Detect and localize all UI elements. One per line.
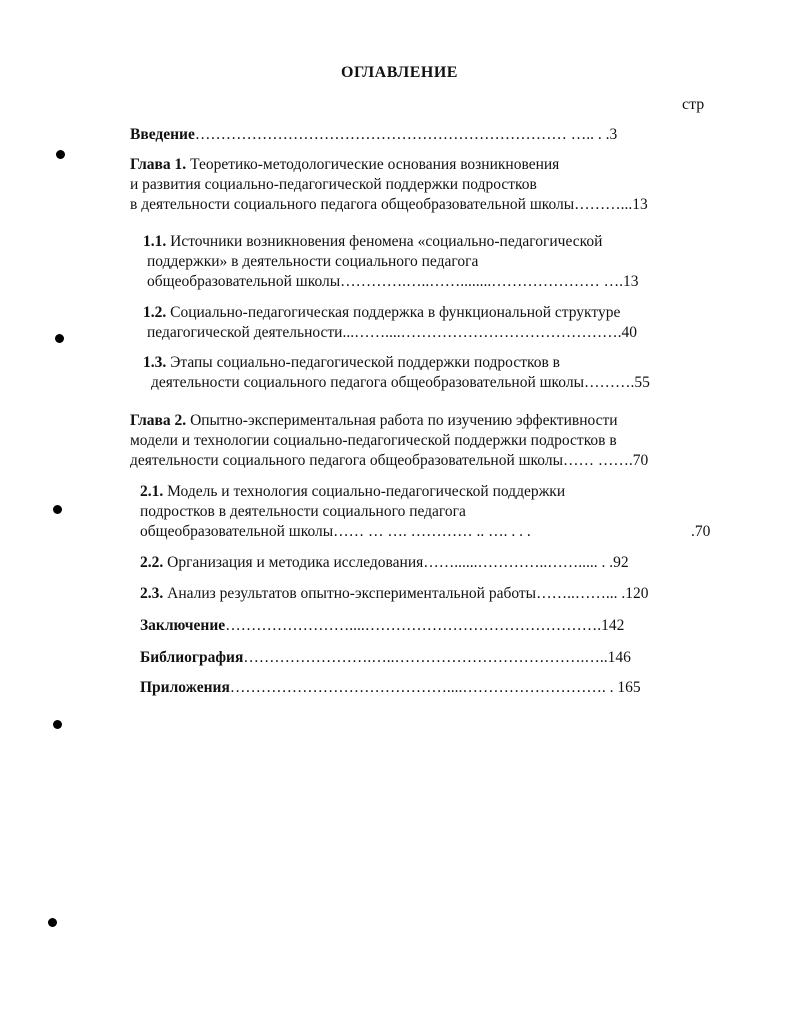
toc-entry-text: Анализ результатов опытно-экспериментальной работы……..……... .120 — [163, 585, 649, 602]
toc-entry-label: 1.1. — [143, 233, 167, 250]
page-title: ОГЛАВЛЕНИЕ — [341, 64, 458, 81]
toc-entry-text: общеобразовательной школы…… … …. ………… .. …. . . . — [140, 523, 531, 540]
page-column-label: стр — [682, 96, 705, 113]
toc-entry-label: Библиография — [140, 649, 244, 666]
toc-entry-text: Источники возникновения феномена «социально-педагогической — [166, 233, 603, 250]
toc-entry-label: 2.2. — [140, 554, 164, 571]
toc-entry-text: …………………….…..……………………………….…..146 — [243, 649, 631, 666]
toc-entry-appendices — [140, 678, 641, 698]
toc-entry-text: модели и технологии социально-педагогической поддержки подростков в — [130, 432, 617, 449]
toc-entry-label: 2.3. — [140, 585, 164, 602]
toc-entry-section-1-3 — [143, 353, 650, 393]
toc-entry-text: подростков в деятельности социального педагога — [140, 503, 466, 520]
toc-entry-text: Социально-педагогическая поддержка в функциональной структуре — [166, 304, 621, 321]
toc-entry-conclusion — [140, 616, 624, 636]
toc-entry-text: деятельности социального педагога общеобразовательной школы……….55 — [151, 374, 650, 391]
toc-entry-chapter-2 — [130, 411, 648, 471]
toc-entry-section-1-1 — [143, 232, 639, 292]
toc-entry-text: ……………………………………....………………………. . 165 — [229, 679, 641, 696]
toc-entry-text: общеобразовательной школы………….…..……........………………… ….13 — [147, 273, 639, 290]
toc-entry-text: Опытно-экспериментальная работа по изучению эффективности — [186, 412, 618, 429]
toc-entry-label: Глава 2. — [130, 412, 187, 429]
toc-entry-text: ……………………………………………………………… ….. . .3 — [194, 126, 618, 143]
toc-entry-text: Теоретико-методологические основания возникновения — [186, 156, 560, 173]
toc-entry-text: в деятельности социального педагога общеобразовательной школы………...13 — [130, 196, 648, 213]
toc-entry-label: 2.1. — [140, 483, 164, 500]
toc-entry-label: Приложения — [140, 679, 230, 696]
hole-punch-mark — [53, 720, 62, 729]
hole-punch-mark — [48, 918, 57, 927]
toc-entry-text: Модель и технология социально-педагогической поддержки — [163, 483, 566, 500]
toc-entry-section-2-2 — [140, 553, 629, 573]
toc-entry-label: Глава 1. — [130, 156, 187, 173]
toc-entry-section-2-3 — [140, 584, 648, 604]
toc-entry-text: педагогической деятельности...……....…………………………………….40 — [147, 324, 637, 341]
toc-entry-text: ……………………....……………………………………….142 — [225, 617, 625, 634]
toc-entry-text: поддержки» в деятельности социального педагога — [147, 253, 479, 270]
hole-punch-mark — [53, 505, 62, 514]
toc-entry-text: и развития социально-педагогической поддержки подростков — [130, 176, 537, 193]
toc-entry-text: Этапы социально-педагогической поддержки подростков в — [166, 354, 560, 371]
hole-punch-mark — [55, 334, 64, 343]
toc-entry-bibliography — [140, 648, 631, 668]
toc-entry-label: 1.3. — [143, 354, 167, 371]
toc-entry-introduction — [130, 125, 617, 145]
toc-entry-section-1-2 — [143, 303, 637, 343]
toc-entry-text: деятельности социального педагога общеобразовательной школы…… …….70 — [130, 452, 649, 469]
toc-entry-text: Организация и методика исследования……......…………..……..... . .92 — [163, 554, 629, 571]
hole-punch-mark — [56, 150, 65, 159]
toc-entry-label: Заключение — [140, 617, 226, 634]
toc-entry-section-2-1 — [140, 482, 711, 542]
toc-entry-label: Введение — [130, 126, 195, 143]
toc-entry-page: .70 — [691, 523, 711, 540]
toc-entry-chapter-1 — [130, 155, 648, 215]
toc-entry-label: 1.2. — [143, 304, 167, 321]
